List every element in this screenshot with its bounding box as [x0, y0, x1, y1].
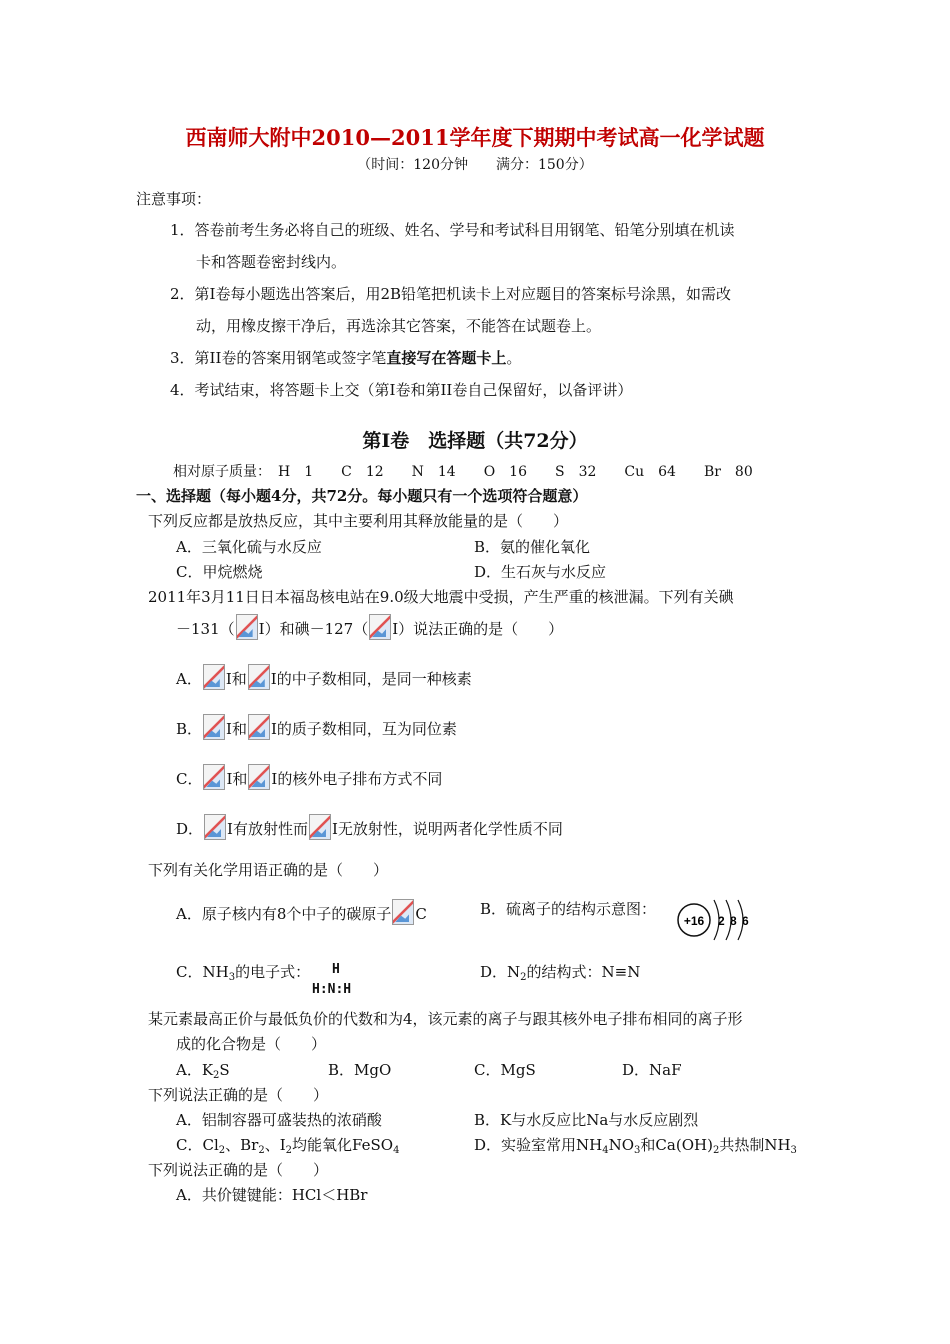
- q3-d-end: 的结构式：N≡N: [526, 963, 641, 981]
- q5-c-sub-2: 2: [258, 1145, 265, 1156]
- q1-option-a: A．三氧化硫与水反应: [176, 538, 322, 556]
- q2-stem-text-3: I）说法正确的是（ ）: [392, 620, 564, 638]
- notice-item-2-line-2: 动，用橡皮擦干净后，再选涂其它答案，不能答在试题卷上。: [196, 317, 602, 335]
- q3-c-subscript: 3: [228, 972, 236, 983]
- q5-c-part-3: 、I: [264, 1136, 286, 1154]
- notice-item-1-line-2: 卡和答题卷密封线内。: [196, 253, 347, 271]
- notice-heading: 注意事项：: [136, 190, 212, 208]
- isotope-image-icon: [248, 714, 270, 740]
- q5-c-part-2: 、Br: [225, 1136, 259, 1154]
- q2-a-text: I的中子数相同，是同一种核素: [270, 670, 472, 688]
- section-title: 第Ⅰ卷 选择题（共72分）: [362, 430, 588, 452]
- q3-a-text: A．原子核内有8个中子的碳原子: [176, 905, 392, 923]
- isotope-image-icon: [203, 764, 225, 790]
- q3-option-b: B．硫离子的结构示意图：: [480, 900, 657, 918]
- notice-item-1-line-1: 1．答卷前考生务必将自己的班级、姓名、学号和考试科目用钢笔、铅笔分别填在机读: [170, 221, 735, 239]
- choice-heading: 一、选择题（每小题4分，共72分。每小题只有一个选项符合题意）: [136, 487, 588, 505]
- q4-a-text: A．K: [176, 1061, 214, 1079]
- q2-a-label: A．: [176, 670, 202, 688]
- q5-option-d: [474, 1135, 797, 1161]
- q2-stem-line-2: [176, 614, 563, 640]
- isotope-image-icon: [204, 814, 226, 840]
- q5-d-sub-3: 2: [712, 1145, 720, 1156]
- q5-c-sub-1: 2: [218, 1145, 226, 1156]
- exam-title: 西南师大附中2010—2011学年度下期期中考试高一化学试题: [185, 125, 765, 150]
- q2-d-label: D．: [176, 820, 204, 838]
- q5-c-part-1: C．Cl: [176, 1136, 219, 1154]
- q5-d-sub-4: 3: [790, 1145, 797, 1156]
- q3-option-a: [176, 899, 427, 925]
- q5-option-b: B．K与水反应比Na与水反应剧烈: [474, 1111, 699, 1129]
- ion-nucleus-label: +16: [683, 914, 705, 928]
- q1-option-c: C．甲烷燃烧: [176, 563, 263, 581]
- q5-d-part-1: D．实验室常用NH: [474, 1136, 603, 1154]
- q3-d-text: D．N: [480, 963, 521, 981]
- isotope-image-icon: [248, 764, 270, 790]
- q2-d-text: I无放射性，说明两者化学性质不同: [331, 820, 563, 838]
- q4-stem-line-1: 某元素最高正价与最低负价的代数和为4，该元素的离子与跟其核外电子排布相同的离子形: [148, 1010, 743, 1028]
- q4-option-a: [176, 1060, 230, 1086]
- q5-option-c: [176, 1135, 399, 1161]
- q6-option-a: A．共价键键能：HCl＜HBr: [176, 1186, 368, 1204]
- q4-a-subscript: 2: [213, 1070, 220, 1081]
- q2-b-label: B．: [176, 720, 203, 738]
- ion-shell-2-electrons: 8: [730, 914, 737, 928]
- q3-c-end: 的电子式：: [235, 963, 311, 981]
- q5-d-part-4: 共热制NH: [719, 1136, 791, 1154]
- q3-c-text: C．NH: [176, 963, 229, 981]
- q2-option-c: [176, 764, 442, 790]
- isotope-image-icon: [203, 664, 225, 690]
- q5-c-sub-4: 4: [393, 1145, 400, 1156]
- q2-stem-text-1: －131（: [176, 620, 235, 638]
- q2-c-text: I的核外电子排布方式不同: [271, 770, 443, 788]
- ion-shell-3-electrons: 6: [742, 914, 749, 928]
- q5-c-sub-3: 2: [285, 1145, 293, 1156]
- q4-option-b: B．MgO: [328, 1061, 392, 1079]
- q2-stem-line-1: 2011年3月11日日本福岛核电站在9.0级大地震中受损，产生严重的核泄漏。下列有关碘: [148, 588, 734, 606]
- q2-stem-text-2: I）和碘－127（: [258, 620, 369, 638]
- q3-option-d: [480, 962, 640, 988]
- q2-option-a: [176, 664, 472, 690]
- q6-stem: 下列说法正确的是（ ）: [148, 1161, 329, 1179]
- q4-option-c: C．MgS: [474, 1061, 536, 1079]
- q3-d-subscript: 2: [520, 972, 527, 983]
- q3-option-c: [176, 962, 310, 988]
- q5-option-a: A．铝制容器可盛装热的浓硝酸: [176, 1111, 382, 1129]
- q1-stem: 下列反应都是放热反应，其中主要利用其释放能量的是（ ）: [148, 512, 569, 530]
- q4-a-end: S: [219, 1061, 230, 1079]
- q5-stem: 下列说法正确的是（ ）: [148, 1086, 329, 1104]
- q5-d-part-3: 和Ca(OH): [640, 1136, 713, 1154]
- isotope-image-icon: [369, 614, 391, 640]
- q2-b-mid: I和: [226, 720, 247, 738]
- q2-b-text: I的质子数相同，互为同位素: [270, 720, 457, 738]
- ion-shell-1-electrons: 2: [718, 914, 725, 928]
- notice-item-3-end: 。: [506, 349, 522, 367]
- q5-d-sub-2: 3: [634, 1145, 641, 1156]
- q1-option-d: D．生石灰与水反应: [474, 563, 607, 581]
- q4-stem-line-2: 成的化合物是（ ）: [176, 1035, 327, 1053]
- isotope-image-icon: [248, 664, 270, 690]
- atomic-mass-line: 相对原子质量： H 1 C 12 N 14 O 16 S 32 Cu 64 Br 80: [173, 464, 753, 480]
- q3-a-symbol: C: [415, 905, 427, 923]
- notice-item-3-text: 3．第II卷的答案用钢笔或签字笔: [170, 349, 387, 367]
- exam-subtitle: （时间：120分钟 满分：150分）: [357, 157, 593, 173]
- notice-item-4: 4．考试结束，将答题卡上交（第Ⅰ卷和第II卷自己保留好，以备评讲）: [170, 381, 633, 399]
- nh3-electron-formula-mid: H:N:H: [312, 982, 352, 997]
- q4-option-d: D．NaF: [622, 1061, 682, 1079]
- notice-item-2-line-1: 2．第Ⅰ卷每小题选出答案后，用2B铅笔把机读卡上对应题目的答案标号涂黑，如需改: [170, 285, 732, 303]
- nh3-electron-formula-top: H: [332, 962, 340, 977]
- q5-d-part-2: NO: [608, 1136, 635, 1154]
- q5-d-sub-1: 4: [602, 1145, 609, 1156]
- isotope-image-icon: [236, 614, 258, 640]
- q5-c-part-4: 均能氧化FeSO: [292, 1136, 394, 1154]
- isotope-image-icon: [203, 714, 225, 740]
- sulfide-ion-structure-diagram: [674, 894, 754, 946]
- q2-a-mid: I和: [225, 670, 247, 688]
- q2-c-mid: I和: [226, 770, 248, 788]
- notice-item-3-emphasis: 直接写在答题卡上: [386, 349, 507, 367]
- notice-item-3: [170, 348, 521, 368]
- q2-option-d: [176, 814, 563, 840]
- q2-option-b: [176, 714, 457, 740]
- q2-c-label: C．: [176, 770, 203, 788]
- q1-option-b: B．氨的催化氧化: [474, 538, 591, 556]
- carbon-isotope-image-icon: [392, 899, 414, 925]
- q2-d-mid: I有放射性而: [227, 820, 308, 838]
- q3-stem: 下列有关化学用语正确的是（ ）: [148, 861, 389, 879]
- isotope-image-icon: [309, 814, 331, 840]
